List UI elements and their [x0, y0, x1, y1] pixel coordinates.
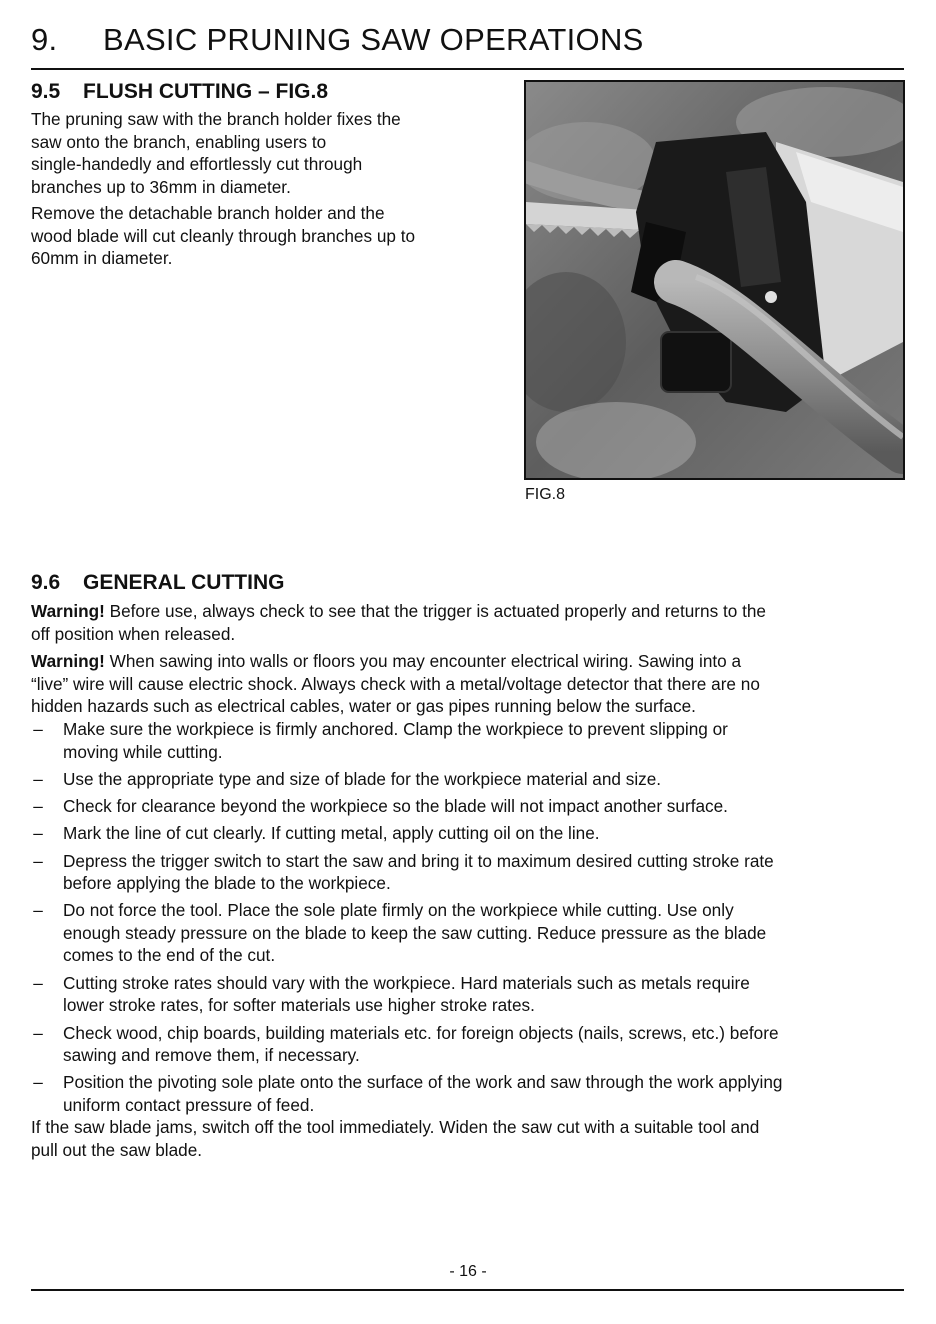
- closing-paragraph: [31, 1116, 904, 1161]
- section-number: 9.6: [31, 571, 61, 594]
- text-line: off position when released.: [31, 623, 236, 644]
- text-line: [31, 650, 904, 673]
- text-line: moving while cutting.: [63, 741, 223, 762]
- text-line: sawing and remove them, if necessary.: [63, 1045, 360, 1066]
- bullet-dash: –: [33, 900, 43, 921]
- text-line: The pruning saw with the branch holder fixes the: [31, 109, 401, 129]
- chapter-number: 9.: [31, 22, 58, 57]
- bullet-dash: –: [33, 1072, 43, 1093]
- warning-electrical-wiring: [31, 650, 904, 718]
- holder-screw: [765, 291, 777, 303]
- bullet-dash: –: [33, 768, 43, 789]
- text-line: comes to the end of the cut.: [63, 945, 276, 966]
- chapter-title: BASIC PRUNING SAW OPERATIONS: [103, 22, 644, 57]
- general-cutting-bullet-list: [31, 718, 904, 1121]
- text-line: before applying the blade to the workpiece.: [63, 873, 391, 894]
- bullet-dash: –: [33, 850, 43, 871]
- text-line: uniform contact pressure of feed.: [63, 1094, 315, 1115]
- bullet-dash: –: [33, 796, 43, 817]
- bullet-dash: –: [33, 719, 43, 739]
- holder-base: [661, 332, 731, 392]
- section-heading-general-cutting: [31, 571, 284, 595]
- warning-text: When sawing into walls or floors you may encounter electrical wiring. Sawing into a: [104, 651, 742, 671]
- warning-label: Warning!: [31, 651, 105, 671]
- text-line: hidden hazards such as electrical cables, water or gas pipes running below the surface.: [31, 696, 696, 716]
- text-line: Depress the trigger switch to start the saw and bring it to maximum desired cutting stroke rate: [63, 850, 774, 871]
- text-line: lower stroke rates, for softer materials use higher stroke rates.: [63, 995, 535, 1016]
- page-number: - 16 -: [449, 1263, 487, 1280]
- text-line: “live” wire will cause electric shock. Always check with a metal/voltage detector that there are no: [31, 673, 760, 694]
- list-item: [31, 1022, 904, 1067]
- section-title: GENERAL CUTTING: [83, 571, 285, 594]
- text-line: Cutting stroke rates should vary with the workpiece. Hard materials such as metals require: [63, 972, 750, 993]
- warning-trigger: [31, 600, 904, 645]
- text-line: Use the appropriate type and size of blade for the workpiece material and size.: [63, 768, 662, 789]
- text-line: Do not force the tool. Place the sole plate firmly on the workpiece while cutting. Use only: [63, 900, 734, 921]
- header-rule: [31, 68, 904, 70]
- section-title: FLUSH CUTTING – FIG.8: [83, 80, 329, 103]
- page-title: [31, 22, 644, 58]
- list-item: [31, 850, 904, 895]
- bullet-dash: –: [33, 823, 43, 844]
- list-item: [31, 768, 904, 791]
- text-line: 60mm in diameter.: [31, 248, 173, 268]
- text-line: saw onto the branch, enabling users to: [31, 131, 327, 152]
- flush-cutting-paragraph-2: [31, 202, 501, 270]
- list-item: [31, 718, 904, 763]
- warning-label: Warning!: [31, 601, 105, 621]
- text-line: single-handedly and effortlessly cut through: [31, 154, 363, 174]
- text-line: branches up to 36mm in diameter.: [31, 176, 291, 197]
- bullet-dash: –: [33, 972, 43, 993]
- figure-caption: FIG.8: [525, 486, 566, 503]
- text-line: Check for clearance beyond the workpiece so the blade will not impact another surface.: [63, 796, 728, 817]
- list-item: [31, 822, 904, 845]
- text-line: Position the pivoting sole plate onto the surface of the work and saw through the work applying: [63, 1072, 783, 1093]
- text-line: [31, 600, 904, 623]
- list-item: [31, 972, 904, 1017]
- warning-text: Before use, always check to see that the trigger is actuated properly and returns to the: [104, 601, 766, 621]
- section-number: 9.5: [31, 80, 61, 103]
- list-item: [31, 1071, 904, 1116]
- text-line: Mark the line of cut clearly. If cutting metal, apply cutting oil on the line.: [63, 823, 600, 844]
- section-heading-flush-cutting: [31, 80, 328, 104]
- list-item: [31, 795, 904, 818]
- text-line: Remove the detachable branch holder and the: [31, 203, 385, 223]
- text-line: Check wood, chip boards, building materials etc. for foreign objects (nails, screws, etc.) before: [63, 1022, 779, 1043]
- text-line: enough steady pressure on the blade to keep the saw cutting. Reduce pressure as the blade: [63, 922, 767, 943]
- footer-rule: [31, 1289, 904, 1291]
- list-item: [31, 899, 904, 967]
- flush-cutting-paragraph-1: [31, 108, 501, 198]
- text-line: pull out the saw blade.: [31, 1139, 203, 1160]
- bullet-dash: –: [33, 1022, 43, 1043]
- text-line: Make sure the workpiece is firmly anchored. Clamp the workpiece to prevent slipping or: [63, 719, 728, 739]
- text-line: If the saw blade jams, switch off the tool immediately. Widen the saw cut with a suitable tool and: [31, 1117, 760, 1137]
- text-line: wood blade will cut cleanly through branches up to: [31, 225, 416, 246]
- figure-8-photo: [524, 80, 905, 480]
- saw-photo-illustration: [526, 82, 903, 478]
